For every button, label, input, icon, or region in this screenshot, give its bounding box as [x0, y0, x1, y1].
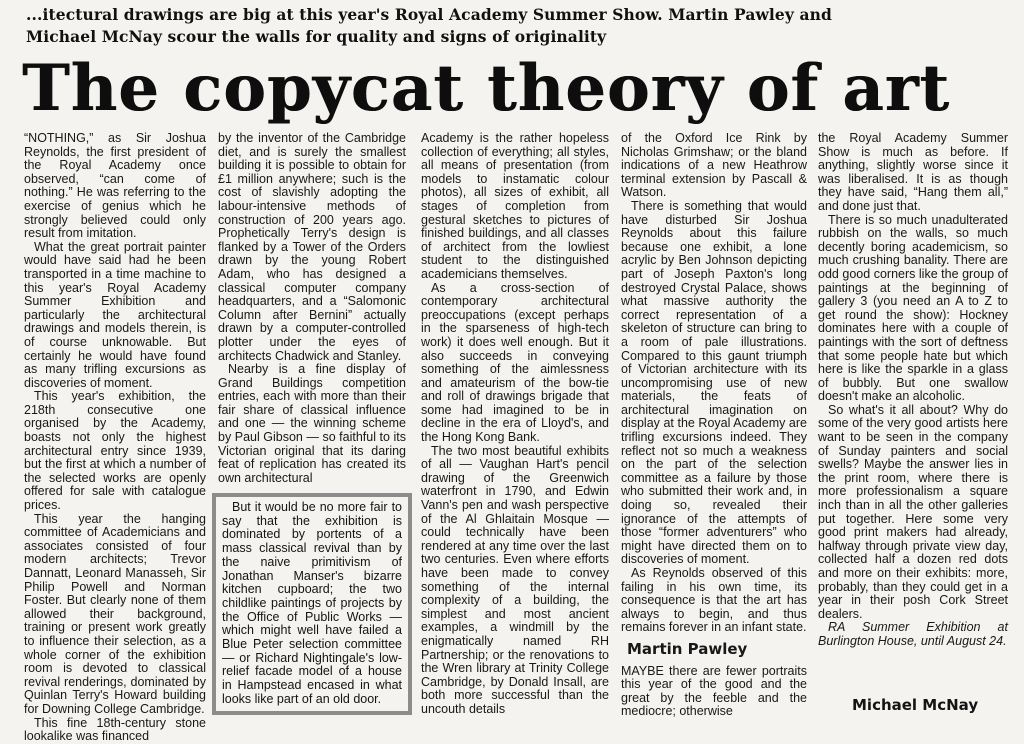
- standfirst: [26, 4, 1016, 48]
- article-column-1: [24, 132, 206, 744]
- paragraph: This year's exhibition, the 218th consecutive one organised by the Academy, boasts not only the highest architectural entry since 1939, but the first at which a number of the selected works are openly offered for sale with catalogue prices.: [24, 389, 206, 513]
- paragraph: of the Oxford Ice Rink by Nicholas Grimshaw; or the bland indications of a new Heathrow terminal extension by Pascall & Watson.: [621, 131, 807, 200]
- paragraph: MAYBE there are fewer portraits this year of the good and the great by the feeble and the mediocre; otherwise: [621, 663, 807, 719]
- paragraph: Nearby is a fine display of Grand Buildings competition entries, each with more than their fair share of classical influence and one — the winning scheme by Paul Gibson — so faithful to its Victorian original that its daring feat of replication has created its own architectural: [218, 362, 406, 485]
- standfirst-line-1: ...itectural drawings are big at this year's Royal Academy Summer Show. Martin Pawley and: [26, 5, 832, 24]
- standfirst-line-2: Michael McNay scour the walls for quality and signs of originality: [26, 27, 607, 46]
- article-column-3: [421, 132, 609, 717]
- paragraph: This year the hanging committee of Academicians and associates consisted of four modern architects; Trevor Dannatt, Leonard Manasseh, Sir Philip Powell and Norman Foster. But clearly none of them allowed their background, training or present work greatly to influence their selection, as a whole corner of the exhibition room is devoted to classical revival renderings, dominated by Quinlan Terry's Howard building for Downing College Cambridge.: [24, 511, 206, 716]
- paragraph: This fine 18th-century stone lookalike was financed: [24, 715, 206, 744]
- byline-michael-mcnay: Michael McNay: [852, 696, 979, 714]
- paragraph: There is something that would have disturbed Sir Joshua Reynolds about this failure because one exhibit, a lone acrylic by Ben Johnson depicting part of Joseph Paxton's long destroyed Crystal Palace, shows what massive authority the correct representation of a skeleton of structure can bring to a room of pale illustrations. Compared to this gaunt triumph of Victorian architecture with its uncompromising use of new materials, the feats of architectural imagination on display at the Royal Academy are trifling excursions indeed. They reflect not so much a weakness on the part of the selection committee as a failure by those who submitted their work and, in doing so, revealed their ignorance of the attempts of those “former adventurers” who might have directed them on to discoveries of moment.: [621, 198, 807, 567]
- paragraph: “NOTHING,” as Sir Joshua Reynolds, the first president of the Royal Academy once observed, “can come of nothing.” He was referring to the exercise of genius which he strongly believed could only result from imitation.: [24, 131, 206, 241]
- paragraph: Academy is the rather hopeless collection of everything; all styles, all means of presentation (from models to instamatic colour photos), all sizes of exhibit, all stages of completion from gestural sketches to pictures of finished buildings, and all classes of architect from the lowliest student to the distinguished academicians themselves.: [421, 131, 609, 281]
- article-column-4: [621, 132, 807, 719]
- article-column-2: [218, 132, 406, 485]
- byline-martin-pawley: Martin Pawley: [627, 639, 748, 658]
- exhibition-footnote: RA Summer Exhibition at Burlington House, until August 24.: [818, 620, 1008, 648]
- paragraph: What the great portrait painter would have said had he been transported in a time machine to this year's Royal Academy Summer Exhibition and particularly the architectural drawings and models therein, is of course unknowable. But certainly he would have found as many trifling excursions as discoveries of moment.: [24, 239, 206, 390]
- article-column-5: [818, 132, 1008, 649]
- paragraph: As a cross-section of contemporary architectural preoccupations (except perhaps in the sparseness of high-tech work) it does well enough. But it also succeeds in conveying something of the aimlessness and amateurism of the bow-tie and roll of drawings brigade that some had imagined to be in decline in the era of Lloyd's, and the Hong Kong Bank.: [421, 280, 609, 445]
- paragraph: by the inventor of the Cambridge diet, and is surely the smallest building it is possible to obtain for £1 million anywhere; such is the cost of slavishly adopting the labour-intensive methods of construction of 200 years ago. Prophetically Terry's design is flanked by a Tower of the Orders drawn by the young Robert Adam, who has designed a classical computer company headquarters, and a “Salomonic Column after Bernini” actually drawn by a computer-controlled plotter under the eyes of architects Chadwick and Stanley.: [218, 131, 406, 363]
- paragraph: the Royal Academy Summer Show is much as before. If anything, slightly worse since it was liberalised. It is as though they have said, “Hang them all,” and done just that.: [818, 131, 1008, 213]
- paragraph: So what's it all about? Why do some of the very good artists here want to be seen in the company of Sunday painters and social swells? Maybe the answer lies in the print room, where there is more professionalism a square inch than in all the other galleries put together. Here some very good print makers had already, halfway through private view day, collected half a dozen red dots and more on their exhibits: more, probably, than they could get in a year in their posh Cork Street dealers.: [818, 402, 1008, 621]
- paragraph: There is so much unadulterated rubbish on the walls, so much decently boring academicism, so much crushing banality. There are odd good corners like the group of paintings at the beginning of gallery 3 (you need an A to Z to get round the show): Hockney dominates here with a couple of paintings with the sort of deftness that some people hate but which here is like the sparkle in a glass of bubbly. But one swallow doesn't make an alcoholic.: [818, 212, 1008, 404]
- paragraph: The two most beautiful exhibits of all — Vaughan Hart's pencil drawing of the Greenwich waterfront in 1790, and Edwin Vann's pen and wash perspective of the Al Ghlaitain Mosque — could technically have been rendered at any time over the last two centuries. Even where efforts have been made to convey something of the internal complexity of a building, the simplest and most ancient examples, a windmill by the enigmatically named RH Partnership; or the renovations to the Wren library at Trinity College Cambridge, by Donald Insall, are both more successful than the uncouth details: [421, 443, 609, 716]
- boxed-paragraph: [212, 493, 412, 715]
- boxed-paragraph-text: But it would be no more fair to say that the exhibition is dominated by portents of a mass classical revival than by the naive primitivism of Jonathan Manser's bizarre kitchen cupboard; the two childlike paintings of projects by the Office of Public Works — which might well have failed a Blue Peter selection committee — or Richard Nightingale's low-relief facade model of a house in Hampstead encased in what looks like part of an old door.: [222, 500, 402, 706]
- headline: The copycat theory of art: [22, 51, 950, 126]
- paragraph: As Reynolds observed of this failing in his own time, its consequence is that the art has always to begin, and thus remains forever in an infant state.: [621, 566, 807, 635]
